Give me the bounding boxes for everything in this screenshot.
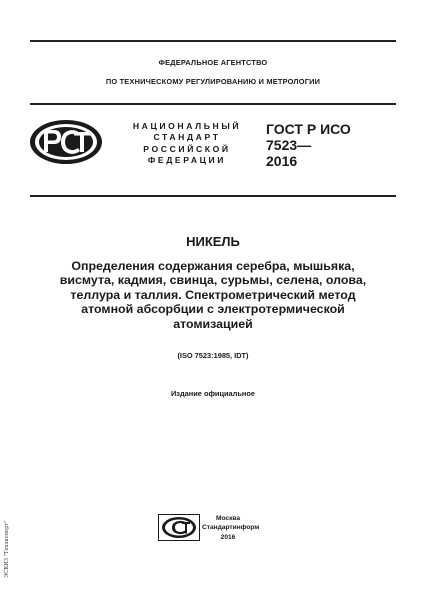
designation-line3: 2016: [266, 153, 298, 169]
document-title: НИКЕЛЬ: [186, 234, 240, 249]
publication-year: 2016: [220, 533, 236, 541]
standard-type: [118, 121, 256, 167]
iso-reference: (ISO 7523:1985, IDT): [177, 351, 249, 360]
subtitle-line: атомной абсорбции с электротермической: [81, 302, 345, 317]
header-divider: [30, 103, 396, 105]
subtitle-line: теллура и таллия. Спектрометрический метод: [70, 287, 356, 302]
publisher-name: Стандартинформ: [202, 524, 260, 532]
mid-rule: [30, 195, 396, 197]
document-subtitle: [50, 259, 376, 331]
publisher-info: [202, 514, 260, 542]
subtitle-line: атомизацией: [173, 316, 253, 331]
standard-type-line3: РОССИЙСКОЙ: [143, 143, 231, 154]
top-rule: [30, 40, 396, 42]
edition-label: Издание официальное: [170, 389, 255, 398]
designation-line2: 7523—: [266, 137, 312, 153]
standard-type-line4: ФЕДЕРАЦИИ: [147, 155, 227, 166]
subtitle-line: Определения содержания серебра, мышьяка,: [71, 259, 355, 273]
standard-type-line2: СТАНДАРТ: [153, 132, 221, 143]
standartinform-logo-icon: [158, 514, 200, 541]
side-watermark-note: ЭСКИЗ "Техэксперт": [4, 520, 10, 578]
subtitle-line: висмута, кадмия, свинца, сурьмы, селена, олова,: [59, 273, 367, 288]
publisher-city: Москва: [215, 515, 241, 522]
rst-logo-icon: [28, 118, 104, 166]
agency-name-line1: ФЕДЕРАЛЬНОЕ АГЕНТСТВО: [158, 58, 268, 67]
standard-type-line1: НАЦИОНАЛЬНЫЙ: [132, 121, 242, 131]
designation-line1: ГОСТ Р ИСО: [266, 121, 351, 137]
standard-designation: [266, 121, 351, 169]
agency-name-line2: ПО ТЕХНИЧЕСКОМУ РЕГУЛИРОВАНИЮ И МЕТРОЛОГИИ: [105, 77, 321, 86]
